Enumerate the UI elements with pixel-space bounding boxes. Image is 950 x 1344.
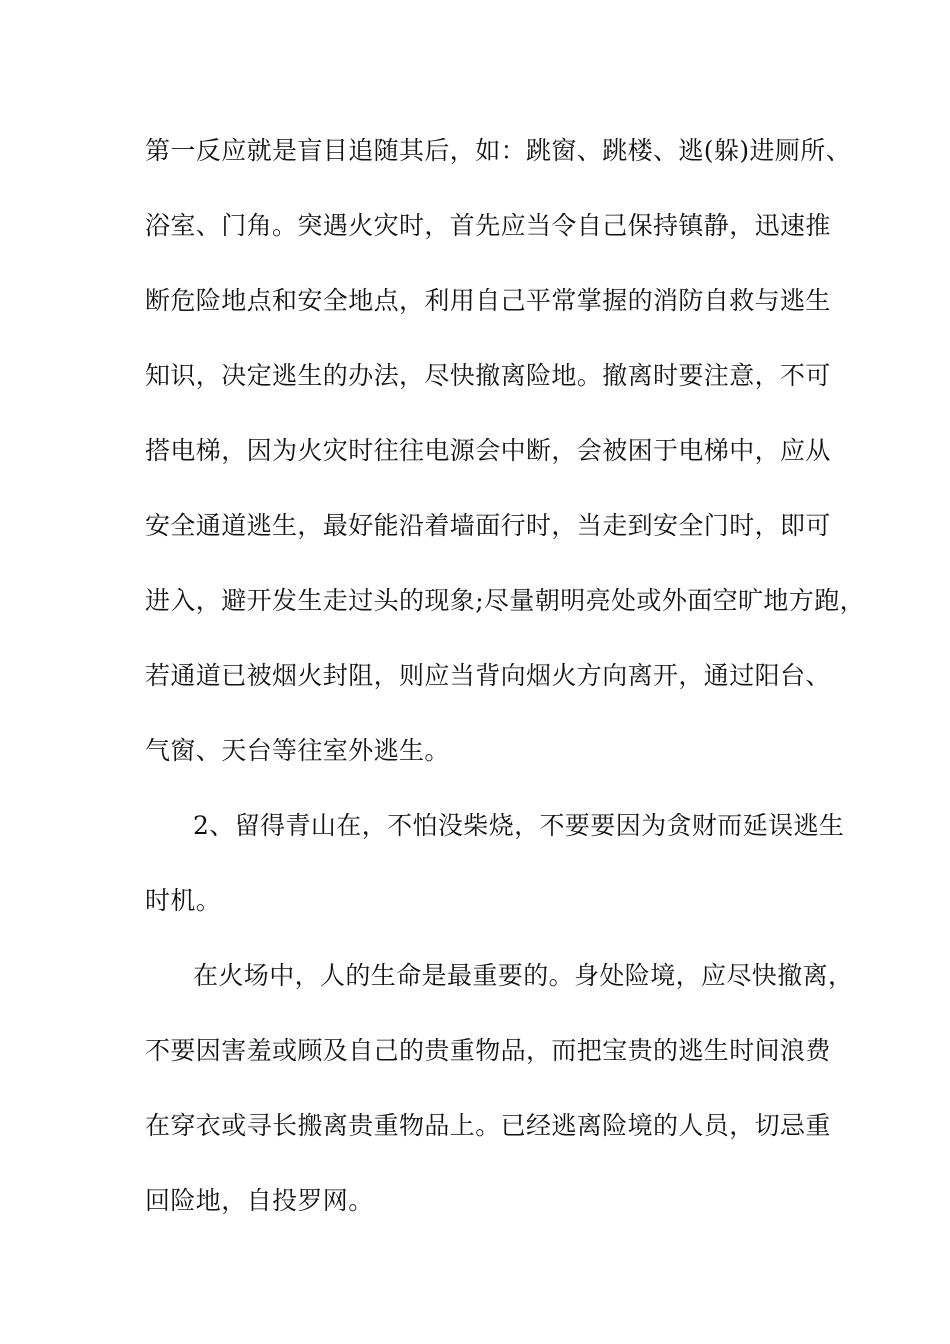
paragraph-line: 回险地，自投罗网。 xyxy=(145,1186,374,1215)
paragraph-line: 安全通道逃生，最好能沿着墙面行时，当走到安全门时，即可 xyxy=(145,511,831,540)
paragraph-line: 搭电梯，因为火灾时往往电源会中断，会被困于电梯中，应从 xyxy=(145,436,831,465)
paragraph-line: 若通道已被烟火封阻，则应当背向烟火方向离开，通过阳台、 xyxy=(145,661,831,690)
paragraph-line: 在穿衣或寻长搬离贵重物品上。已经逃离险境的人员，切忌重 xyxy=(145,1111,831,1140)
paragraph-first-line: 在火场中，人的生命是最重要的。身处险境，应尽快撤离， xyxy=(193,961,854,990)
paragraph-line: 不要因害羞或顾及自己的贵重物品，而把宝贵的逃生时间浪费 xyxy=(145,1036,831,1065)
paragraph-line: 第一反应就是盲目追随其后，如：跳窗、跳楼、逃(躲)进厕所、 xyxy=(145,136,852,165)
numbered-item-heading: 2、留得青山在，不怕没柴烧，不要要因为贪财而延误逃生 xyxy=(193,811,845,840)
paragraph-line: 知识，决定逃生的办法，尽快撤离险地。撤离时要注意，不可 xyxy=(145,361,831,390)
paragraph-line: 时机。 xyxy=(145,886,222,915)
paragraph-line: 进入，避开发生走过头的现象;尽量朝明亮处或外面空旷地方跑， xyxy=(145,586,866,615)
paragraph-line: 浴室、门角。突遇火灾时，首先应当令自己保持镇静，迅速推 xyxy=(145,211,831,240)
paragraph-line: 气窗、天台等往室外逃生。 xyxy=(145,736,450,765)
paragraph-line: 断危险地点和安全地点，利用自己平常掌握的消防自救与逃生 xyxy=(145,286,831,315)
